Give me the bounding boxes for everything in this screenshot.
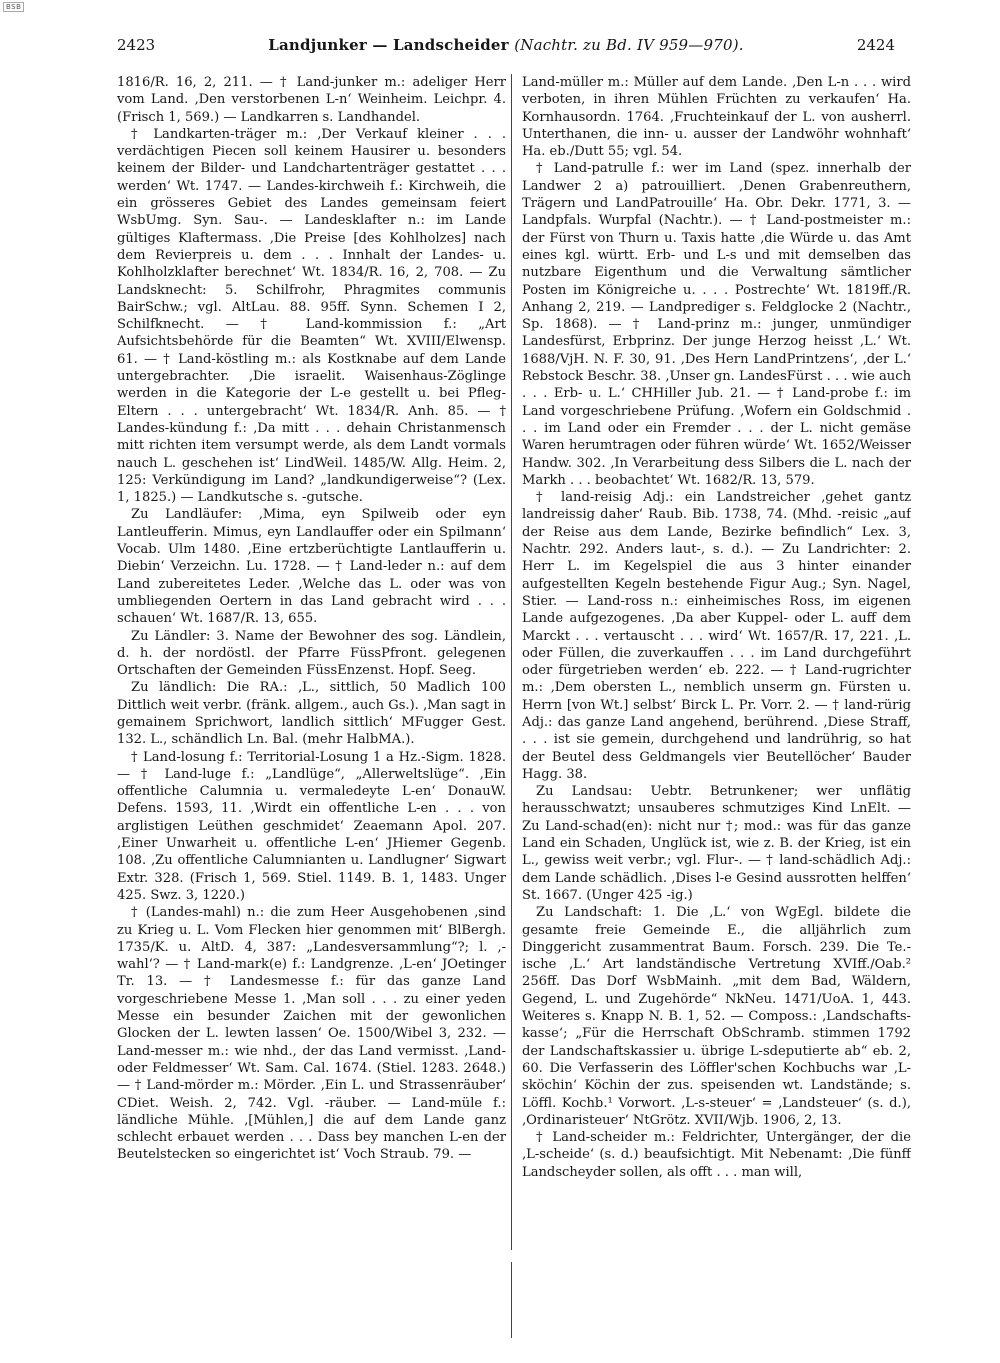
entry: Zu Landsau: Uebtr. Betrunkener; wer unflätig herausschwatzt; unsauberes schmutziges Kind LnElt. — Zu Land-schad(en): nicht nur †; mod.: was für das ganze Land ein Schaden, Unglück ist, wie z. B. der Krieg, ist ein L., gewiss weit verbr.; vgl. Flur-. — † land-schädlich Adj.: dem Lande schädlich. ‚Dises l-e Gesind aussrotten helffen‘ St. 1667. (Unger 425 -ig.) bbox=[522, 784, 911, 903]
entry: † Landkarten-träger m.: ‚Der Verkauf kleiner . . . verdächtigen Piecen soll keinem Hausirer u. besonders keinem der Bilder- und Landchartenträger gestattet . . . werden‘ Wt. 1747. — Landes-kirchweih f.: Kirchweih, die ein grösseres Gebiet des Landes gemeinsam feiert WsbUmg. Syn. Sau-. — Landesklafter n.: im Lande gültiges Klaftermass. ‚Die Preise [des Kohlholzes] nach dem Revierpreis u. dem . . . Innhalt der Landes- u. Kohlholzklafter berechnet‘ Wt. 1834/R. 16, 2, 708. — Zu Landsknecht: 5. Schilfrohr, Phragmites communis BairSchw.; vgl. AltLau. 88. 95ff. Synn. Schemen I 2, Schilfknecht. — † Land-kommission f.: „Art Aufsichtsbehörde für die Beamten“ Wt. XVIII/Elwensp. 61. — † Land-köstling m.: als Kostknabe auf dem Lande untergebrachter. ‚Die israelit. Waisenhaus-Zöglinge werden in die Kategorie der L-e gestellt u. bei Pfleg-Eltern . . . untergebracht‘ Wt. 1834/R. Anh. 85. — † Landes-kündung f.: ‚Da mitt . . . dehain Christanmensch mitt richten item versumpt werde, als dem Landt vormals nauch L. geschehen ist‘ LindWeil. 1485/W. Allg. Heim. 2, 125: Verkündigung im Land? „landkundigerweise“? (Lex. 1, 1825.) — Landkutsche s. -gutsche. bbox=[117, 126, 506, 506]
column-divider bbox=[511, 74, 512, 1250]
right-column bbox=[522, 74, 911, 1354]
entry: † Land-patrulle f.: wer im Land (spez. innerhalb der Landwer 2 a) patrouilliert. ‚Denen Grabenreuthern, Trägern und LandPatrouille‘ Ha. Obr. Dekr. 1771, 3. — Landpfals. Wurpfal (Nachtr.). — † Land-postmeister m.: der Fürst von Thurn u. Taxis hatte ‚die Würde u. das Amt eines kgl. württ. Erb- und L-s und mit demselben das nutzbare Eigenthum und die Verwaltung sämtlicher Posten im Königreiche u. . . . Postrechte‘ Wt. 1819ff./R. Anhang 2, 219. — Landprediger s. Feldglocke 2 (Nachtr., Sp. 1868). — † Land-prinz m.: junger, unmündiger Landesfürst, Erbprinz. Der junge Herzog heisst ‚L.‘ Wt. 1688/VjH. N. F. 30, 91. ‚Des Hern LandPrintzens‘, ‚der L.‘ Rebstock Beschr. 38. ‚Unser gn. LandesFürst . . . wie auch . . . Erb- u. L.‘ CHHiller Jub. 21. — † Land-probe f.: im Land vorgeschriebene Prüfung. ‚Wofern ein Goldschmid . . . im Land oder ein Fremder . . . der L. nicht gemäse Waren herumtragen oder führen würde‘ Wt. 1652/Weisser Handw. 302. ‚In Verarbeitung dess Silbers die L. nach der Markh . . . beobachtet‘ Wt. 1682/R. 13, 579. bbox=[522, 161, 911, 488]
running-title bbox=[117, 34, 895, 56]
entry: 1816/R. 16, 2, 211. — † Land-junker m.: adeliger Herr vom Land. ‚Den verstorbenen L-n‘ Weinheim. Leichpr. 4. (Frisch 1, 569.) — Landkarren s. Landhandel. bbox=[117, 75, 506, 125]
entry: Zu Landläufer: ‚Mima, eyn Spilweib oder eyn Lantleufferin. Mimus, eyn Landlauffer oder ein Spilmann‘ Vocab. Ulm 1480. ‚Eine ertzberüchtigte Lantlaufferin u. Diebin‘ Verzeichn. Lu. 1728. — † Land-leder n.: auf dem Land zubereitetes Leder. ‚Welche das L. oder was von umbliegenden Oertern in das Land gebracht wird . . . schauen‘ Wt. 1687/R. 13, 655. bbox=[117, 507, 506, 627]
running-title-main: Landjunker — Landscheider bbox=[268, 36, 509, 54]
entry: † (Landes-mahl) n.: die zum Heer Ausgehobenen ‚sind zu Krieg u. L. Vom Flecken hier genommen mit‘ BlBergh. 1735/K. u. AltD. 4, 387: „Landesversammlung“?; l. ‚-wahl‘? — † Land-mark(e) f.: Landgrenze. ‚L-en‘ JOetinger Tr. 13. — † Landesmesse f.: für das ganze Land vorgeschriebene Messe 1. ‚Man soll . . . zu einer yeden Messe ein besunder Zaichen mit der gewonlichen Glocken der L. lewten lassen‘ Oe. 1500/Wibel 3, 232. — Land-messer m.: wie nhd., der das Land vermisst. ‚Land- oder Feldmesser‘ Wt. Sam. Cal. 1674. (Stiel. 1283. 2648.) — † Land-mörder m.: Mörder. ‚Ein L. und Strassenräuber‘ CDiet. Weish. 2, 742. Vgl. -räuber. — Land-müle f.: ländliche Mühle. ‚[Mühlen,] die auf dem Lande ganz schlecht erbauet werden . . . Dass bey manchen L-en der Beutelstecken so eingerichtet ist‘ Voch Straub. 79. — bbox=[117, 905, 506, 1163]
page-number-left: 2423 bbox=[117, 36, 156, 54]
entry: Zu Ländler: 3. Name der Bewohner des sog. Ländlein, d. h. der nordöstl. der Pfarre FüssPfront. gelegenen Ortschaften der Gemeinden FüssEnzenst. Hopf. Seeg. bbox=[117, 628, 506, 679]
entry: † land-reisig Adj.: ein Landstreicher ‚gehet gantz landreissig daher‘ Raub. Bib. 1738, 74. (Mhd. -reisic „auf der Reise aus dem Lande, Bezirke befindlich“ Lex. 3, Nachtr. 292. Anders laut-, s. d.). — Zu Landrichter: 2. Herr L. im Kegelspiel die aus 3 hinter einander aufgestellten Kegeln bestehende Figur Aug.; Syn. Nagel, Stier. — Land-ross n.: einheimisches Ross, im eigenen Lande aufgezogenes. ‚Da aber Kuppel- oder L. auff dem Marckt . . . vertauscht . . . wird‘ Wt. 1657/R. 17, 221. ‚L. oder Füllen, die zuverkauffen . . . im Land durchgeführt oder fürgetrieben werden‘ eb. 222. — † Land-rugrichter m.: ‚Dem obersten L., nemblich unserm gn. Fürsten u. Herrn [von Wt.] selbst‘ Birck L. Pr. Vorr. 2. — † land-rürig Adj.: das ganze Land angehend, berührend. ‚Diese Straff, . . . ist sie gemein, durchgehend und landrührig, so hat der Beutel dess Geldmangels vier Beutellöcher‘ Bauder Hagg. 38. bbox=[522, 490, 911, 782]
entry: † Land-scheider m.: Feldrichter, Untergänger, der die ‚L-scheide‘ (s. d.) beaufsichtigt. Mit Nebenamt: ‚Die fünff Landscheyder sollen, als offt . . . man will, bbox=[522, 1130, 911, 1180]
page-number-right: 2424 bbox=[856, 36, 895, 54]
entry: Land-müller m.: Müller auf dem Lande. ‚Den L-n . . . wird verboten, in ihren Mühlen Früchten zu verkaufen‘ Ha. Kornhausordn. 1764. ‚Fruchteinkauf der L. von ausherrl. Unterthanen, die inn- u. ausser der Landwöhr wohnhaft‘ Ha. eb./Dutt 55; vgl. 54. bbox=[522, 75, 911, 160]
column-divider bbox=[511, 1262, 512, 1338]
entry: † Land-losung f.: Territorial-Losung 1 a Hz.-Sigm. 1828. — † Land-luge f.: „Landlüge“, „Allerweltslüge“. ‚Ein offentliche Calumnia u. vermaledeyte L-en‘ DonauW. Defens. 1593, 11. ‚Wirdt ein offentliche L-en . . . von arglistigen Leüthen geschmidet‘ Zeaemann Apol. 207. ‚Einer Unwarheit u. offentliche L-en‘ JHiemer Gegenb. 108. ‚Zu offentliche Calumnianten u. Landlugner‘ Sigwart Extr. 328. (Frisch 1, 569. Stiel. 1149. B. 1, 1483. Unger 425. Swz. 3, 1220.) bbox=[117, 749, 506, 903]
running-title-note: (Nachtr. zu Bd. IV 959—970). bbox=[514, 36, 744, 54]
library-stamp: BSB bbox=[3, 2, 24, 12]
entry: Zu Landschaft: 1. Die ‚L.‘ von WgEgl. bildete die gesamte freie Gemeinde E., die alljährlich zum Dinggericht zusammentrat Baum. Forsch. 239. Die Te.-ische ‚L.‘ Art landständische Vertretung XVIff./Oab.² 256ff. Das Dorf WsbMainh. „mit dem Bad, Wäldern, Gegend, L. und Zugehörde“ NkNeu. 1471/UoA. 1, 443. Weiteres s. Knapp N. B. 1, 52. — Composs.: ‚Landschafts-kasse‘; „Für die Herrschaft ObSchramb. stimmen 1792 der Landschaftskassier u. übrige L-sdeputierte ab“ eb. 2, 60. Die Verfasserin des Löffler'schen Kochbuchs war ‚L-sköchin‘ Köchin der zus. speisenden wt. Landstände; s. Löffl. Kochb.¹ Vorwort. ‚L-s-steuer‘ = ‚Landsteuer‘ (s. d.), ‚Ordinaristeuer‘ NtGrötz. XVII/Wjb. 1906, 2, 13. bbox=[522, 905, 911, 1128]
left-column bbox=[117, 74, 506, 1354]
entry: Zu ländlich: Die RA.: ‚L., sittlich, 50 Madlich 100 Dittlich weit verbr. (fränk. allgem., auch Gs.). ‚Man sagt in gemainem Sprichwort, landlich sittlich‘ MFugger Gest. 132. L., schändlich Ln. Bal. (mehr HalbMA.). bbox=[117, 680, 506, 748]
page-header bbox=[117, 34, 895, 56]
